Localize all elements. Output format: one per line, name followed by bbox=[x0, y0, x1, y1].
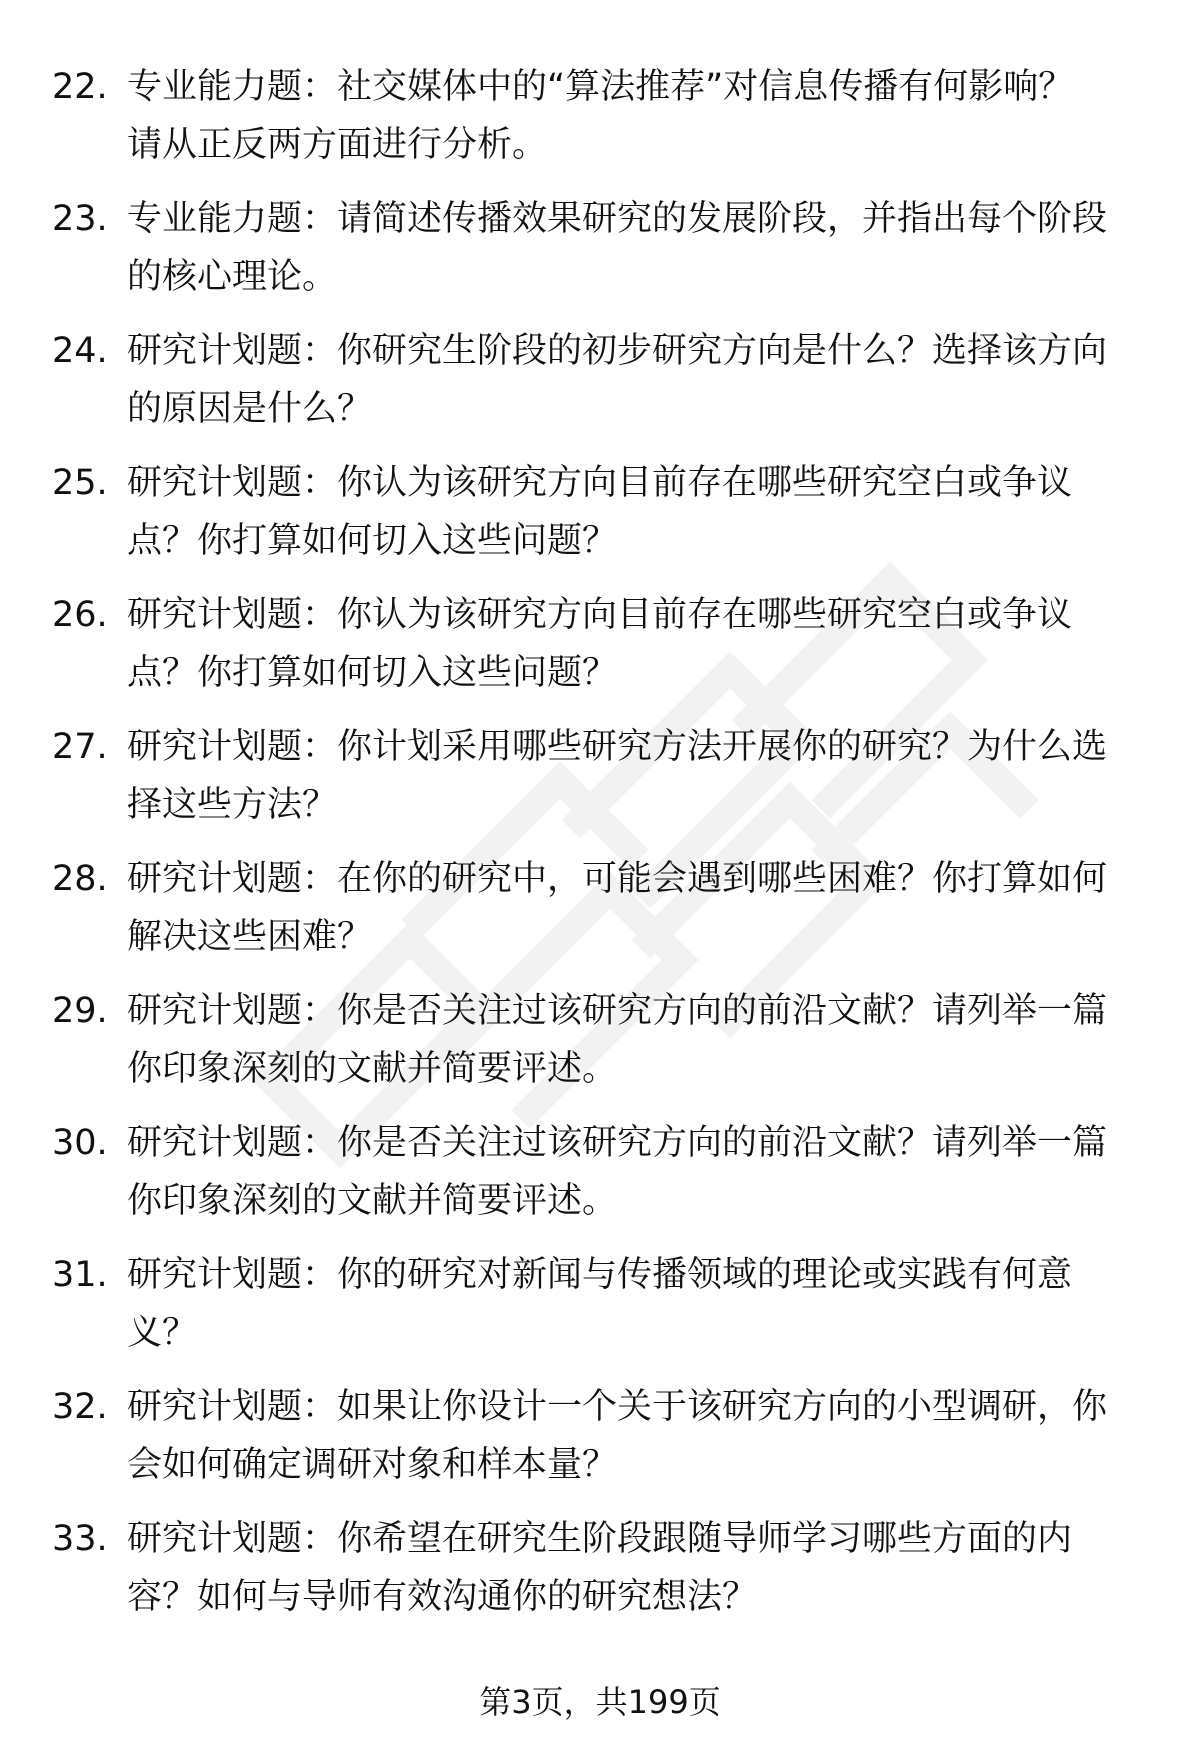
question-item bbox=[0, 180, 1200, 312]
question-number: 22. bbox=[52, 67, 108, 107]
question-text-line: 的核心理论。 bbox=[127, 257, 338, 297]
question-text-line: 点？你打算如何切入这些问题？ bbox=[127, 653, 618, 693]
question-text-line: 研究计划题：你希望在研究生阶段跟随导师学习哪些方面的内 bbox=[127, 1519, 1073, 1559]
question-text-line: 请从正反两方面进行分析。 bbox=[127, 125, 548, 165]
question-text bbox=[127, 454, 1157, 570]
question-item bbox=[0, 1236, 1200, 1368]
question-number: 31. bbox=[52, 1255, 108, 1295]
question-number: 24. bbox=[52, 331, 108, 371]
question-number: 30. bbox=[52, 1123, 108, 1163]
question-text-line: 研究计划题：你是否关注过该研究方向的前沿文献？请列举一篇 bbox=[127, 991, 1108, 1031]
question-text-line: 研究计划题：你的研究对新闻与传播领域的理论或实践有何意 bbox=[127, 1255, 1073, 1295]
question-text-line: 研究计划题：在你的研究中，可能会遇到哪些困难？你打算如何 bbox=[127, 859, 1108, 899]
question-item bbox=[0, 444, 1200, 576]
question-item bbox=[0, 1104, 1200, 1236]
question-text-line: 会如何确定调研对象和样本量？ bbox=[127, 1445, 618, 1485]
question-text-line: 研究计划题：你认为该研究方向目前存在哪些研究空白或争议 bbox=[127, 595, 1073, 635]
question-text bbox=[127, 850, 1157, 966]
question-list bbox=[0, 48, 1200, 1632]
question-text bbox=[127, 58, 1157, 174]
question-item bbox=[0, 708, 1200, 840]
question-text-line: 的原因是什么？ bbox=[127, 389, 373, 429]
question-text bbox=[127, 718, 1157, 834]
question-item bbox=[0, 1500, 1200, 1632]
question-item bbox=[0, 312, 1200, 444]
question-number: 33. bbox=[52, 1519, 108, 1559]
question-number: 32. bbox=[52, 1387, 108, 1427]
question-text-line: 研究计划题：你是否关注过该研究方向的前沿文献？请列举一篇 bbox=[127, 1123, 1108, 1163]
page-indicator: 第3页，共199页 bbox=[479, 1683, 721, 1721]
question-text-line: 研究计划题：你研究生阶段的初步研究方向是什么？选择该方向 bbox=[127, 331, 1108, 371]
question-text-line: 研究计划题：如果让你设计一个关于该研究方向的小型调研，你 bbox=[127, 1387, 1108, 1427]
question-number: 25. bbox=[52, 463, 108, 503]
question-text-line: 义？ bbox=[127, 1313, 198, 1353]
question-text bbox=[127, 1378, 1157, 1494]
question-item bbox=[0, 48, 1200, 180]
question-text-line: 容？如何与导师有效沟通你的研究想法？ bbox=[127, 1577, 758, 1617]
question-text-line: 专业能力题：请简述传播效果研究的发展阶段，并指出每个阶段 bbox=[127, 199, 1108, 239]
question-item bbox=[0, 840, 1200, 972]
question-text bbox=[127, 1246, 1157, 1362]
question-text-line: 研究计划题：你认为该研究方向目前存在哪些研究空白或争议 bbox=[127, 463, 1073, 503]
question-number: 28. bbox=[52, 859, 108, 899]
question-item bbox=[0, 576, 1200, 708]
question-text-line: 你印象深刻的文献并简要评述。 bbox=[127, 1181, 618, 1221]
question-text bbox=[127, 586, 1157, 702]
question-number: 29. bbox=[52, 991, 108, 1031]
question-number: 26. bbox=[52, 595, 108, 635]
question-text-line: 研究计划题：你计划采用哪些研究方法开展你的研究？为什么选 bbox=[127, 727, 1108, 767]
question-text bbox=[127, 982, 1157, 1098]
question-number: 27. bbox=[52, 727, 108, 767]
question-text-line: 点？你打算如何切入这些问题？ bbox=[127, 521, 618, 561]
question-text bbox=[127, 1510, 1157, 1626]
question-number: 23. bbox=[52, 199, 108, 239]
question-text-line: 解决这些困难？ bbox=[127, 917, 373, 957]
question-item bbox=[0, 972, 1200, 1104]
question-text-line: 你印象深刻的文献并简要评述。 bbox=[127, 1049, 618, 1089]
question-item bbox=[0, 1368, 1200, 1500]
question-text bbox=[127, 1114, 1157, 1230]
question-text-line: 专业能力题：社交媒体中的“算法推荐”对信息传播有何影响？ bbox=[127, 67, 1074, 107]
question-text bbox=[127, 322, 1157, 438]
question-text bbox=[127, 190, 1157, 306]
question-text-line: 择这些方法？ bbox=[127, 785, 338, 825]
